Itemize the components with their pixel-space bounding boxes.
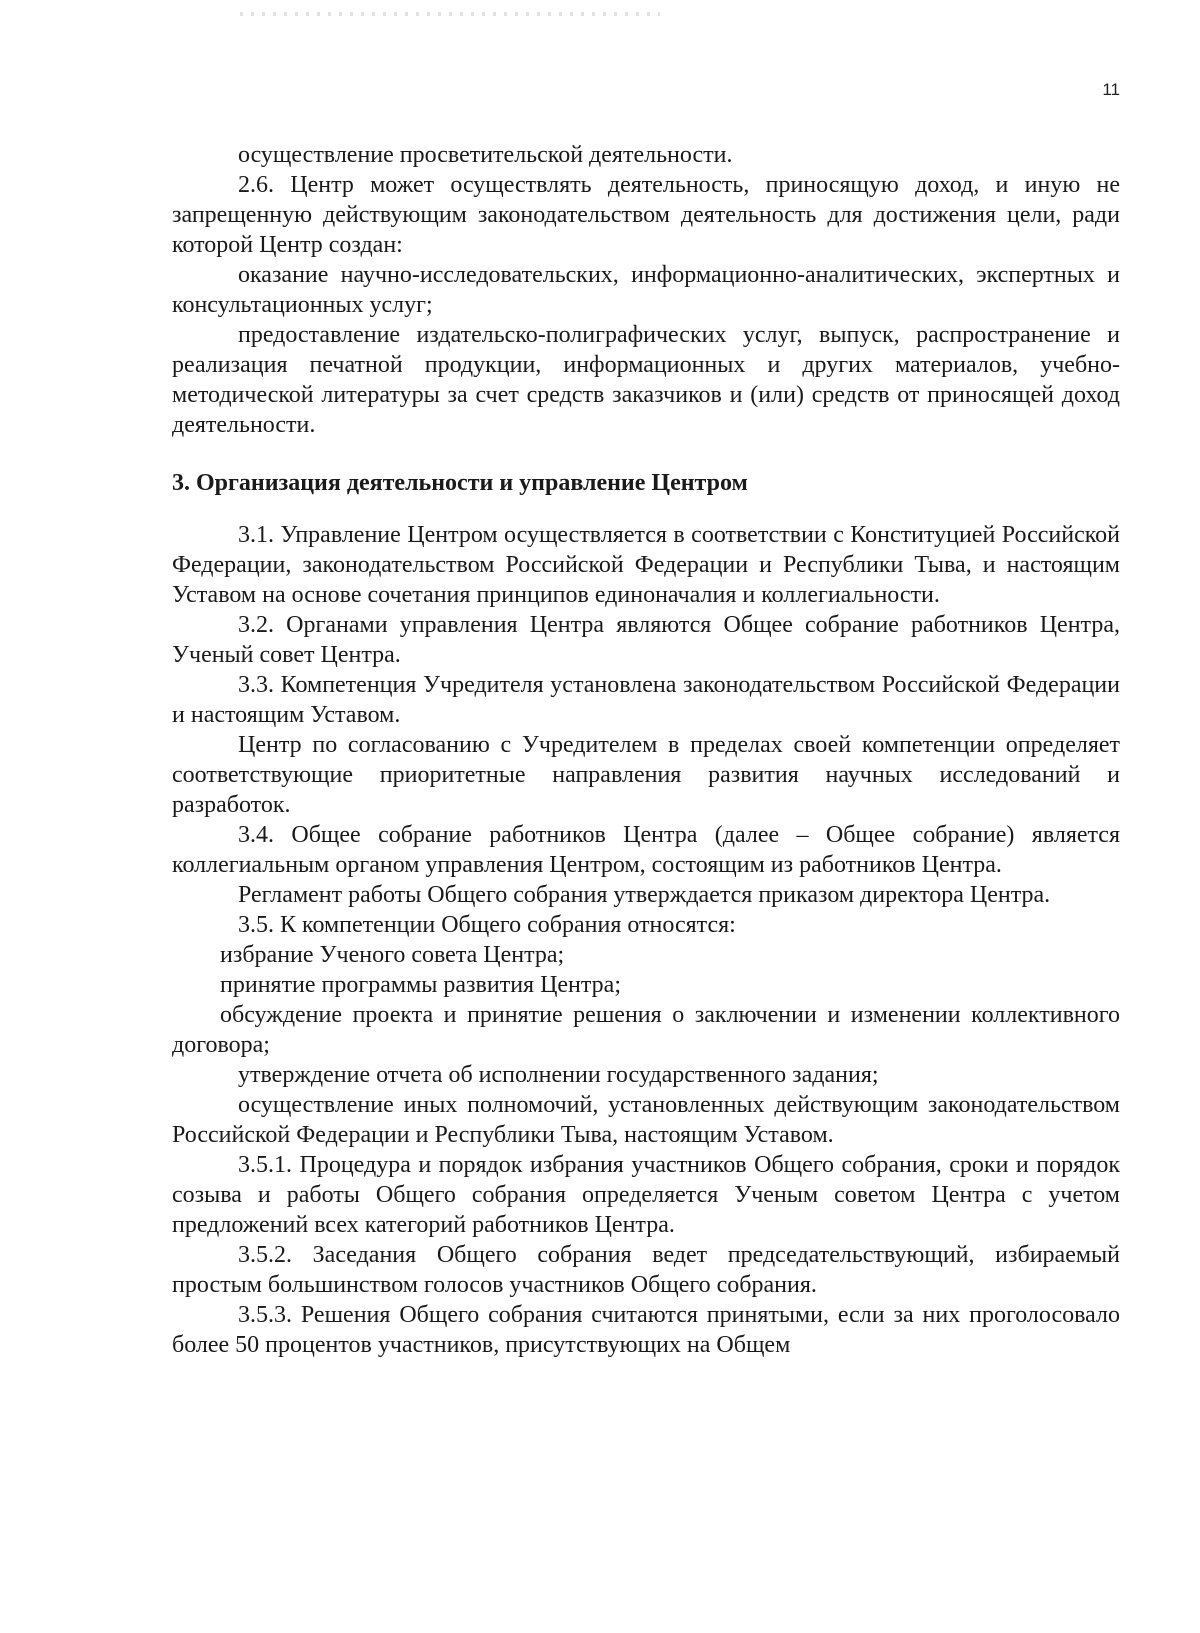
paragraph: осуществление просветительской деятельности. — [238, 142, 733, 168]
paragraph: утверждение отчета об исполнении государственного задания; — [238, 1062, 879, 1088]
section-2-continuation — [172, 140, 1120, 440]
section-3-body — [172, 520, 1120, 1360]
paragraph: 3.4. Общее собрание работников Центра (далее – Общее собрание) является коллегиальным органом управления Центром, состоящим из работников Центра. — [172, 822, 1120, 878]
paragraph: 3.5.3. Решения Общего собрания считаются принятыми, если за них проголосовало более 50 процентов участников, присутствующих на Общем — [172, 1302, 1120, 1358]
section-heading: 3. Организация деятельности и управление Центром — [172, 470, 748, 496]
paragraph: 3.5. К компетенции Общего собрания относятся: — [238, 912, 736, 938]
paragraph: 2.6. Центр может осуществлять деятельность, приносящую доход, и иную не запрещенную действующим законодательством деятельность для достижения цели, ради которой Центр создан: — [172, 172, 1120, 258]
paragraph: оказание научно-исследовательских, информационно-аналитических, экспертных и консультационных услуг; — [172, 262, 1120, 318]
paragraph: 3.2. Органами управления Центра являются Общее собрание работников Центра, Ученый совет Центра. — [172, 612, 1120, 668]
paragraph: обсуждение проекта и принятие решения о заключении и изменении коллективного договора; — [172, 1002, 1120, 1058]
scan-artifact — [240, 12, 660, 16]
paragraph: Регламент работы Общего собрания утверждается приказом директора Центра. — [238, 882, 1051, 908]
paragraph: 3.5.1. Процедура и порядок избрания участников Общего собрания, сроки и порядок созыва и работы Общего собрания определяется Ученым советом Центра с учетом предложений всех категорий работников Центра. — [172, 1152, 1120, 1238]
document-body — [172, 140, 1120, 1360]
paragraph: 3.5.2. Заседания Общего собрания ведет председательствующий, избираемый простым большинством голосов участников Общего собрания. — [172, 1242, 1120, 1298]
paragraph: осуществление иных полномочий, установленных действующим законодательством Российской Федерации и Республики Тыва, настоящим Уставом. — [172, 1092, 1120, 1148]
paragraph: предоставление издательско-полиграфических услуг, выпуск, распространение и реализация печатной продукции, информационных и других материалов, учебно-методической литературы за счет средств заказчиков и (или) средств от приносящей доход деятельности. — [172, 322, 1120, 438]
paragraph: 3.3. Компетенция Учредителя установлена законодательством Российской Федерации и настоящим Уставом. — [172, 672, 1120, 728]
paragraph: принятие программы развития Центра; — [220, 972, 622, 998]
paragraph: Центр по согласованию с Учредителем в пределах своей компетенции определяет соответствующие приоритетные направления развития научных исследований и разработок. — [172, 732, 1120, 818]
paragraph: 3.1. Управление Центром осуществляется в соответствии с Конституцией Российской Федерации, законодательством Российской Федерации и Республики Тыва, и настоящим Уставом на основе сочетания принципов единоначалия и коллегиальности. — [172, 522, 1120, 608]
page-number: 11 — [1102, 80, 1120, 99]
paragraph: избрание Ученого совета Центра; — [220, 942, 565, 968]
